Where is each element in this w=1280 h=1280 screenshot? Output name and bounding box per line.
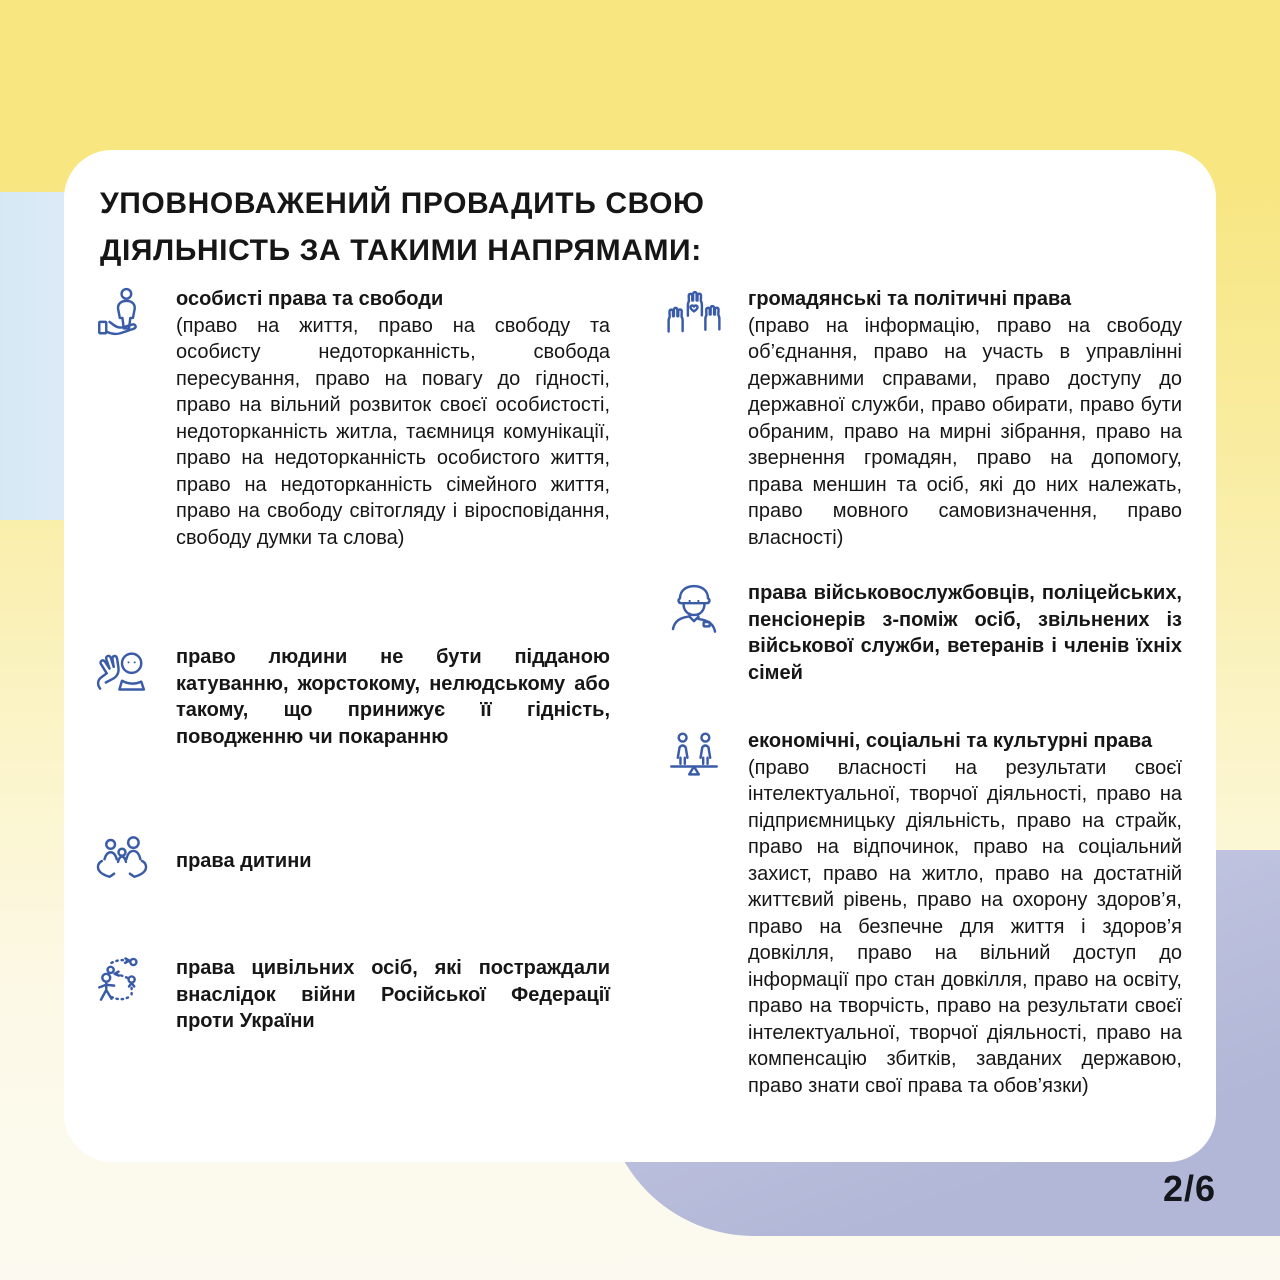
rights-item-text [748, 728, 1182, 1099]
rights-item-text [176, 286, 610, 551]
rights-item-heading: права цивільних осіб, які постраждали внаслідок війни Російської Федерації проти України [176, 957, 610, 1032]
page-title-line-1: УПОВНОВАЖЕНИЙ ПРОВАДИТЬ СВОЮ [100, 187, 705, 220]
rights-item-text [176, 848, 610, 875]
rights-item-civil-political [666, 286, 1186, 551]
stop-hand-face-icon [94, 644, 150, 700]
content-card [64, 150, 1216, 1162]
page-title-line-2: ДІЯЛЬНІСТЬ ЗА ТАКИМИ НАПРЯМАМИ: [100, 234, 702, 267]
raised-hands-heart-icon [666, 286, 722, 342]
rights-item-text [748, 286, 1182, 551]
rights-item-economic [666, 728, 1186, 1099]
rights-item-body: (право на життя, право на свободу та особисту недоторканність, свобода пересування, право на повагу до гідності, право на вільний розвиток своєї особистості, недоторканність житла, таємниця комунікації, право на недоторканність особистого життя, право на недоторканність сімейного життя, право на свободу світогляду і віросповідання, свободу думки та слова) [176, 314, 610, 549]
page-number: 2/6 [1162, 1168, 1216, 1209]
rights-item-personal [94, 286, 614, 551]
page-title [100, 180, 705, 274]
rights-item-children [94, 833, 614, 889]
soldier-icon [666, 580, 722, 636]
rights-item-body: (право на інформацію, право на свободу об’єднання, право на участь в управлінні державними справами, право доступу до державної служби, право обирати, право бути обраним, право на мирні зібрання, право на звернення громадян, право на допомогу, права меншин та осіб, які до них належать, право мовного самовизначення, право власності) [748, 314, 1182, 549]
rights-item-text [176, 955, 610, 1035]
rights-item-text [176, 644, 610, 750]
rights-item-heading: права дитини [176, 849, 312, 872]
rights-item-no-torture [94, 644, 614, 750]
rights-item-civilians [94, 955, 614, 1035]
rights-item-heading: громадянські та політичні права [748, 288, 1072, 310]
family-in-hands-icon [94, 833, 150, 889]
rights-item-heading: право людини не бути підданою катуванню, жорстокому, нелюдському або такому, що принижує її гідність, поводженню чи покаранню [176, 646, 610, 748]
displaced-person-route-icon [94, 955, 150, 1011]
rights-item-heading: особисті права та свободи [176, 288, 444, 310]
rights-item-text [748, 580, 1182, 686]
rights-item-heading: економічні, соціальні та культурні права [748, 730, 1153, 752]
equality-scale-icon [666, 728, 722, 784]
hand-holding-person-icon [94, 286, 150, 342]
rights-item-body: (право власності на результати своєї інтелектуальної, творчої діяльності, право на підприємницьку діяльність, право на страйк, право на відпочинок, право на соціальний захист, право на житло, право на достатній життєвий рівень, право на охорону здоров’я, право на безпечне для життя і здоров’я довкілля, право на вільний доступ до інформації про стан довкілля, право на освіту, право на творчість, право на результати своєї інтелектуальної, творчої діяльності, право на компенсацію збитків, завданих державою, право знати свої права та обов’язки) [748, 756, 1182, 1097]
rights-item-military [666, 580, 1186, 686]
rights-item-heading: права військовослужбовців, поліцейських, пенсіонерів з-поміж осіб, звільнених із військової служби, ветеранів і членів їхніх сімей [748, 582, 1182, 684]
